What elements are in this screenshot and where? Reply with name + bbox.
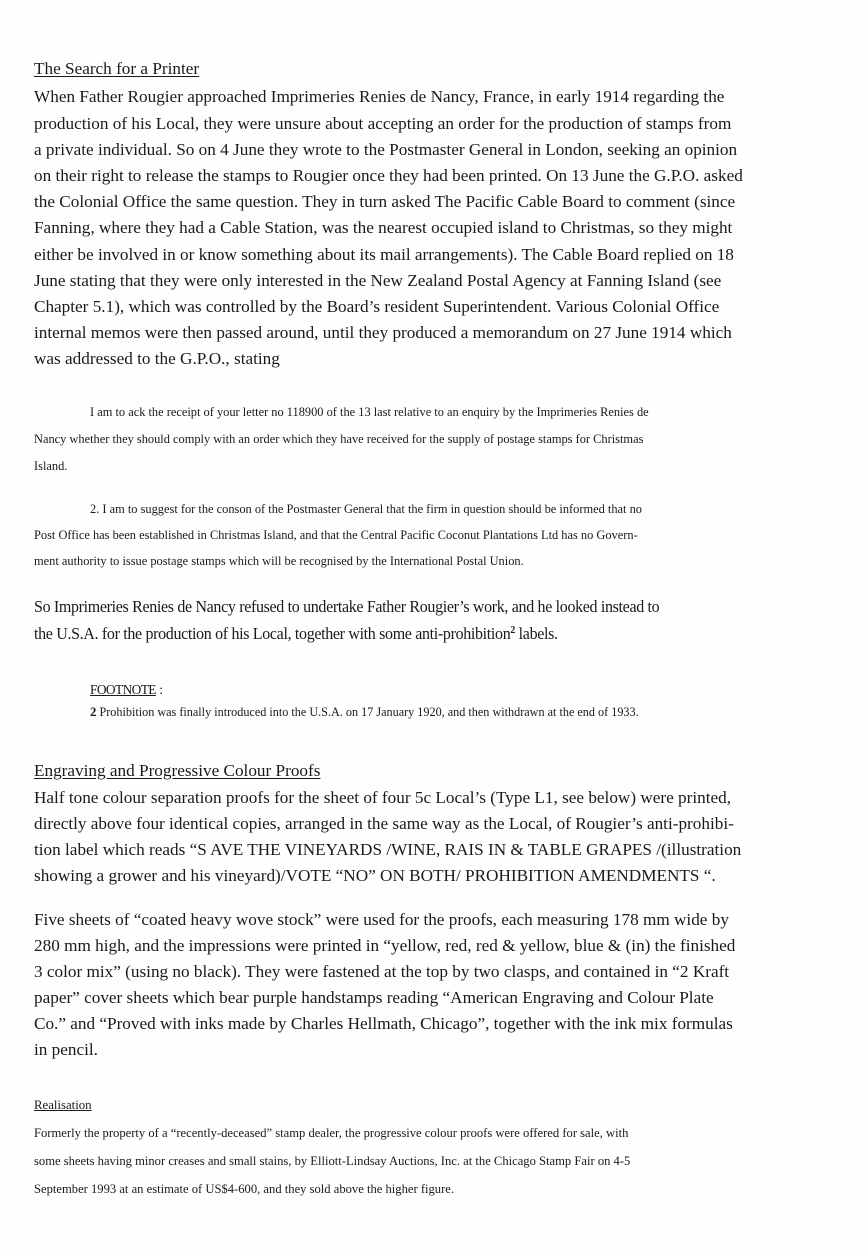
paragraph-line: Half tone colour separation proofs for the sheet of four 5c Local’s (Type L1, see below) were printed, xyxy=(34,788,732,807)
quote-line: 2. I am to suggest for the conson of the Postmaster General that the firm in question should be informed that no xyxy=(90,502,642,516)
paragraph-line: the Colonial Office the same question. They in turn asked The Pacific Cable Board to comment (since xyxy=(34,192,736,211)
paragraph-line: showing a grower and his vineyard)/VOTE “NO” ON BOTH/ PROHIBITION AMENDMENTS “. xyxy=(34,866,716,885)
section-heading-realisation: Realisation xyxy=(34,1098,92,1112)
quote-line: Nancy whether they should comply with an order which they have received for the supply of postage stamps for Christmas xyxy=(34,432,644,446)
paragraph-line: Formerly the property of a “recently-deceased” stamp dealer, the progressive colour proofs were offered for sale, with xyxy=(34,1126,629,1140)
paragraph-line: Fanning, where they had a Cable Station, was the nearest occupied island to Christmas, so they might xyxy=(34,218,733,237)
quote-line: Island. xyxy=(34,459,68,473)
quote-line: ment authority to issue postage stamps which will be recognised by the International Postal Union. xyxy=(34,554,524,568)
footnote-text xyxy=(90,705,639,720)
paragraph-line: Co.” and “Proved with inks made by Charles Hellmath, Chicago”, together with the ink mix formulas xyxy=(34,1014,733,1033)
section-heading-engraving: Engraving and Progressive Colour Proofs xyxy=(34,761,321,780)
conclusion-text: the U.S.A. for the production of his Local, together with some anti-prohibition xyxy=(34,624,511,643)
paragraph-line: Chapter 5.1), which was controlled by the Board’s resident Superintendent. Various Colonial Office xyxy=(34,297,720,316)
paragraph-line: tion label which reads “S AVE THE VINEYARDS /WINE, RAIS IN & TABLE GRAPES /(illustration xyxy=(34,840,742,859)
conclusion-text: labels. xyxy=(515,624,558,643)
paragraph-line: When Father Rougier approached Imprimeries Renies de Nancy, France, in early 1914 regarding the xyxy=(34,87,725,106)
footnote-body: Prohibition was finally introduced into the U.S.A. on 17 January 1920, and then withdrawn at the end of 1933. xyxy=(96,705,639,719)
paragraph-line: a private individual. So on 4 June they wrote to the Postmaster General in London, seeking an opinion xyxy=(34,140,738,159)
paragraph-line: 280 mm high, and the impressions were printed in “yellow, red, red & yellow, blue & (in) the finished xyxy=(34,936,736,955)
paragraph-line: on their right to release the stamps to Rougier once they had been printed. On 13 June the G.P.O. asked xyxy=(34,166,743,185)
quote-line: Post Office has been established in Christmas Island, and that the Central Pacific Coconut Plantations Ltd has no Govern- xyxy=(34,528,638,542)
footnote-reference: 2 xyxy=(510,625,516,637)
footnote-colon: : xyxy=(155,682,163,697)
paragraph-line: directly above four identical copies, arranged in the same way as the Local, of Rougier’s anti-prohibi- xyxy=(34,814,734,833)
footnote-number: 2 xyxy=(90,705,97,719)
paragraph-line: internal memos were then passed around, until they produced a memorandum on 27 June 1914 which xyxy=(34,323,732,342)
paragraph-line: June stating that they were only interested in the New Zealand Postal Agency at Fanning Island (see xyxy=(34,271,722,290)
paragraph-line: 3 color mix” (using no black). They were fastened at the top by two clasps, and contained in “2 Kraft xyxy=(34,962,730,981)
paragraph-line: paper” cover sheets which bear purple handstamps reading “American Engraving and Colour Plate xyxy=(34,988,714,1007)
paragraph-line: September 1993 at an estimate of US$4-600, and they sold above the higher figure. xyxy=(34,1182,455,1196)
footnote-heading xyxy=(90,682,163,698)
paragraph-line: was addressed to the G.P.O., stating xyxy=(34,349,280,368)
conclusion-line: So Imprimeries Renies de Nancy refused to undertake Father Rougier’s work, and he looked instead to xyxy=(34,597,660,616)
paragraph-line: production of his Local, they were unsure about accepting an order for the production of stamps from xyxy=(34,114,732,133)
quote-line: I am to ack the receipt of your letter no 118900 of the 13 last relative to an enquiry by the Imprimeries Renies de xyxy=(90,405,649,419)
paragraph-line: some sheets having minor creases and small stains, by Elliott-Lindsay Auctions, Inc. at the Chicago Stamp Fair on 4-5 xyxy=(34,1154,631,1168)
paragraph-line: Five sheets of “coated heavy wove stock” were used for the proofs, each measuring 178 mm wide by xyxy=(34,910,729,929)
paragraph-line: either be involved in or know something about its mail arrangements). The Cable Board replied on 18 xyxy=(34,245,734,264)
footnote-label: FOOTNOTE xyxy=(90,682,156,697)
paragraph-line: in pencil. xyxy=(34,1040,98,1059)
section-heading-search-for-printer: The Search for a Printer xyxy=(34,59,200,78)
conclusion-line xyxy=(34,624,558,644)
